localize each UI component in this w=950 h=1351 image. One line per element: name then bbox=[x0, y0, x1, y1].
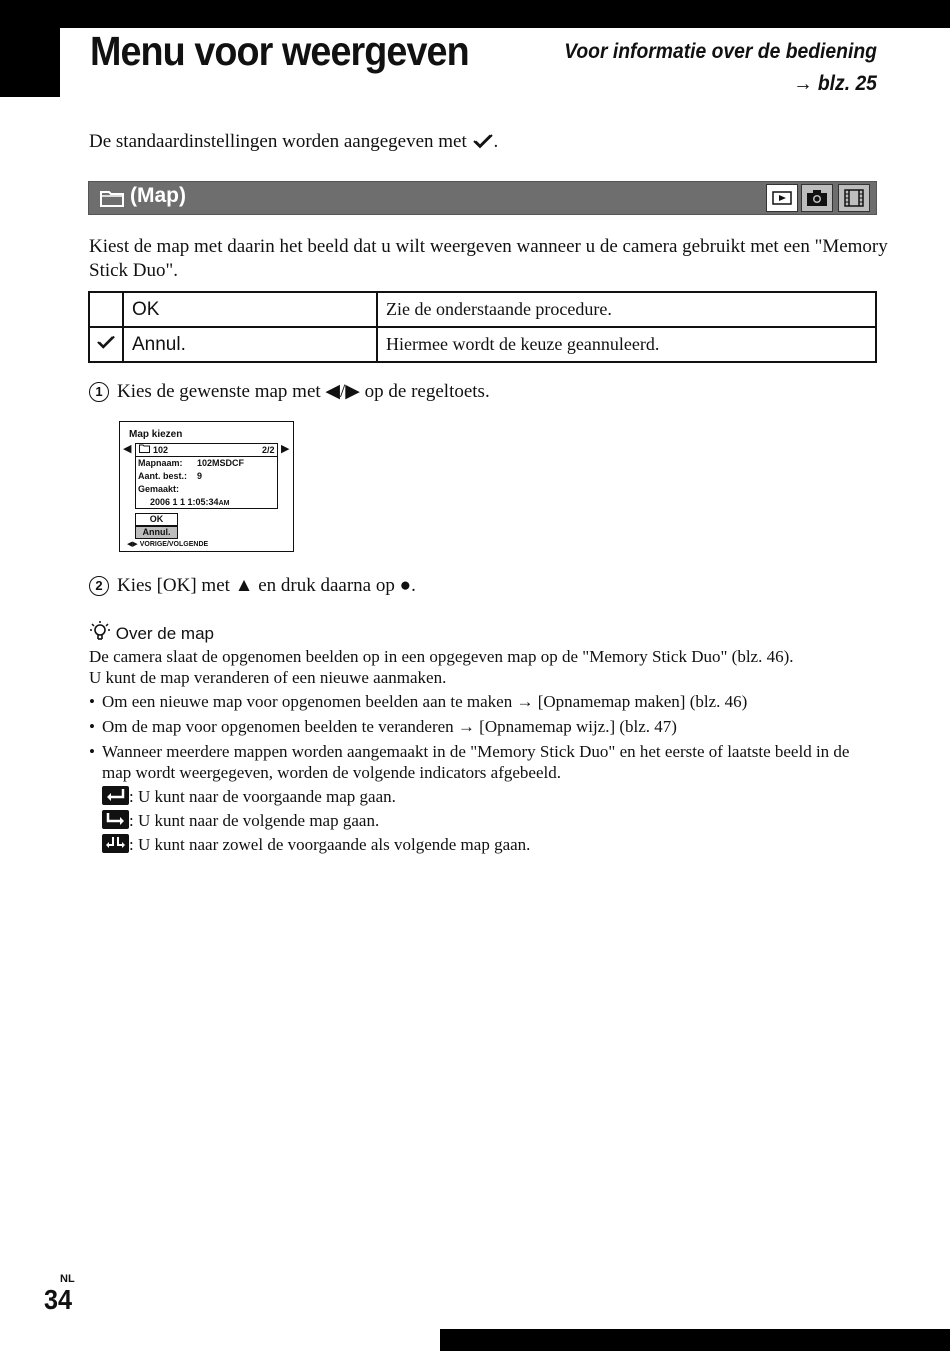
tip-heading bbox=[89, 620, 214, 647]
indicator-both: : U kunt naar zowel de voorgaande als volgende map gaan. bbox=[102, 834, 530, 855]
page-indicator: 2/2 bbox=[262, 445, 275, 455]
section-description: Kiest de map met daarin het beeld dat u wilt weergeven wanneer u de camera gebruikt met een "Memory Stick Duo". bbox=[89, 236, 888, 281]
option-description: Zie de onderstaande procedure. bbox=[377, 292, 876, 327]
camera-icon bbox=[801, 184, 833, 212]
tip-line-2: U kunt de map veranderen of een nieuwe aanmaken. bbox=[89, 668, 447, 687]
checkmark-icon bbox=[472, 132, 494, 156]
indicator-previous: : U kunt naar de voorgaande map gaan. bbox=[102, 786, 396, 807]
next-folder-icon bbox=[102, 810, 129, 829]
step-number: 2 bbox=[89, 576, 109, 596]
indicator-next: : U kunt naar de volgende map gaan. bbox=[102, 810, 379, 831]
name-value: 102MSDCF bbox=[197, 458, 245, 468]
section-header-bar bbox=[88, 181, 877, 215]
previous-folder-icon bbox=[102, 786, 129, 805]
folder-number: 102 bbox=[153, 445, 169, 455]
checkmark-icon bbox=[96, 335, 116, 355]
default-settings-suffix: . bbox=[493, 131, 499, 152]
playback-icon bbox=[766, 184, 798, 212]
both-folders-icon bbox=[102, 834, 129, 853]
section-label: (Map) bbox=[130, 184, 186, 207]
screen-title: Map kiezen bbox=[129, 429, 183, 440]
list-item: • Om de map voor opgenomen beelden te veranderen → [Opnamemap wijz.] (blz. 47) bbox=[89, 717, 677, 736]
language-code: NL bbox=[60, 1273, 75, 1285]
right-arrow-icon: ▶ bbox=[281, 443, 290, 455]
lightbulb-icon bbox=[89, 620, 111, 647]
count-label: Aant. best.: bbox=[138, 471, 188, 481]
option-name: OK bbox=[123, 292, 377, 327]
page-number: 34 bbox=[44, 1284, 73, 1315]
step-2 bbox=[89, 575, 416, 597]
movie-icon bbox=[838, 184, 870, 212]
camera-screen-illustration bbox=[119, 421, 294, 552]
default-marker-cell bbox=[89, 292, 123, 327]
tip-title: Over de map bbox=[115, 624, 214, 643]
operation-info-line2: → blz. 25 bbox=[793, 72, 877, 95]
tip-line-1: De camera slaat de opgenomen beelden op in een opgegeven map op de "Memory Stick Duo" (blz. 46). bbox=[89, 647, 794, 666]
name-label: Mapnaam: bbox=[138, 458, 183, 468]
step-1 bbox=[89, 380, 490, 403]
table-row bbox=[89, 327, 876, 362]
count-value: 9 bbox=[197, 471, 203, 481]
default-settings-note bbox=[89, 131, 498, 156]
step-number: 1 bbox=[89, 382, 109, 402]
top-bar bbox=[0, 0, 950, 28]
option-description: Hiermee wordt de keuze geannuleerd. bbox=[377, 327, 876, 362]
list-item: • Wanneer meerdere mappen worden aangemaakt in de "Memory Stick Duo" en het eerste of laatste beeld in de map wordt weergegeven, worden de volgende indicators afgebeeld. bbox=[89, 742, 850, 782]
list-item: • Om een nieuwe map voor opgenomen beelden aan te maken → [Opnamemap maken] (blz. 46) bbox=[89, 692, 748, 711]
corner-tab bbox=[0, 0, 60, 97]
bottom-bar bbox=[440, 1329, 950, 1351]
table-row bbox=[89, 292, 876, 327]
option-name: Annul. bbox=[123, 327, 377, 362]
created-value: 2006 1 1 1:05:34AM bbox=[150, 497, 230, 507]
ok-button[interactable]: OK bbox=[135, 513, 178, 526]
cancel-button[interactable]: Annul. bbox=[135, 526, 178, 539]
left-arrow-icon: ◀ bbox=[123, 443, 132, 455]
created-label: Gemaakt: bbox=[138, 484, 180, 494]
nav-hint: ◀▶ VORIGE/VOLGENDE bbox=[127, 541, 209, 548]
operation-info-line1: Voor informatie over de bediening bbox=[564, 40, 877, 63]
step-text: Kies de gewenste map met ◀/▶ op de regeltoets. bbox=[117, 381, 490, 402]
default-marker-cell bbox=[89, 327, 123, 362]
step-text: Kies [OK] met ▲ en druk daarna op ●. bbox=[117, 575, 416, 596]
page-title: Menu voor weergeven bbox=[90, 28, 469, 74]
folder-icon bbox=[100, 189, 124, 212]
operation-info bbox=[564, 36, 877, 100]
options-table bbox=[88, 291, 877, 363]
default-settings-text: De standaardinstellingen worden aangegeven met bbox=[89, 131, 467, 152]
folder-icon bbox=[139, 444, 150, 456]
